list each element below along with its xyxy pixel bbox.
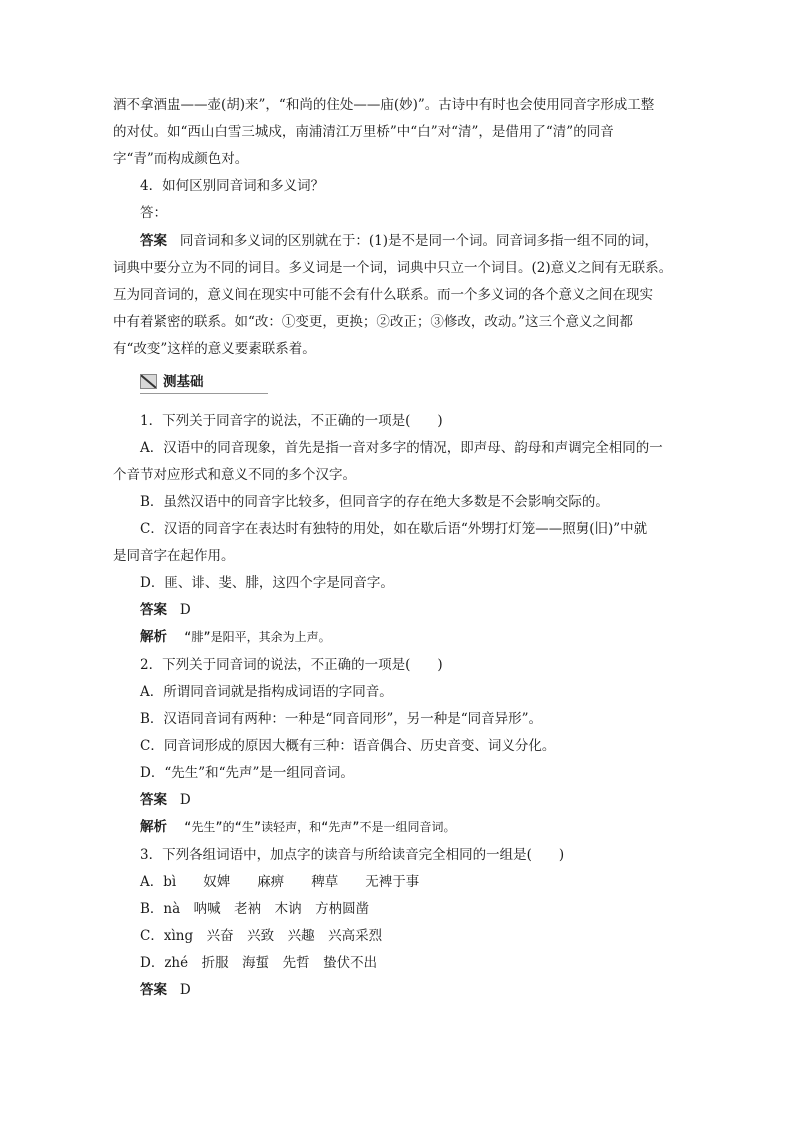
analysis-line [140, 628, 683, 646]
body-text: 字“青”而构成颜色对。 [113, 151, 249, 167]
answer-value: D [179, 792, 191, 808]
section-header [140, 373, 268, 394]
option-c: C．xìng 兴奋 兴致 兴趣 兴高采烈 [140, 928, 383, 944]
analysis-text: “腓”是阳平，其余为上声。 [184, 630, 331, 644]
answer-label: 答案 [140, 792, 167, 808]
answer-label: 答案 [140, 602, 167, 618]
analysis-label: 解析 [140, 629, 167, 645]
analysis-label: 解析 [140, 819, 167, 835]
answer-text: 互为同音词的，意义间在现实中可能不会有什么联系。而一个多义词的各个意义之间在现实 [113, 287, 653, 303]
option-b: B．nà 呐喊 老衲 木讷 方枘圆凿 [140, 901, 370, 917]
option-c: C．汉语的同音字在表达时有独特的用处，如在歇后语“外甥打灯笼——照舅(旧)”中就 [140, 521, 648, 537]
option-a: A．bì 奴婢 麻痹 稗草 无裨于事 [140, 874, 420, 890]
option-a: A．汉语中的同音现象，首先是指一音对多字的情况，即声母、韵母和声调完全相同的一 [140, 440, 663, 456]
answer-text: 有“改变”这样的意义要素联系着。 [113, 341, 316, 357]
analysis-text: “先生”的“生”读轻声，和“先声”不是一组同音词。 [184, 820, 456, 834]
answer-line [140, 232, 683, 250]
question-2: 2．下列关于同音词的说法，不正确的一项是( ) [140, 657, 443, 673]
option-d: D．匪、诽、斐、腓，这四个字是同音字。 [140, 575, 394, 591]
option-d: D．zhé 折服 海蜇 先哲 蛰伏不出 [140, 955, 378, 971]
option-b: B．汉语同音词有两种：一种是“同音同形”，另一种是“同音异形”。 [140, 711, 543, 727]
answer-label: 答案 [140, 233, 167, 249]
answer-prompt: 答： [140, 205, 167, 221]
answer-label: 答案 [140, 982, 167, 998]
option-d: D．“先生”和“先声”是一组同音词。 [140, 765, 354, 781]
analysis-line [140, 818, 683, 836]
body-text: 酒不拿酒盅——壶(胡)来”，“和尚的住处——庙(妙)”。古诗中有时也会使用同音字形成工整 [113, 97, 655, 113]
answer-text: 同音词和多义词的区别就在于：(1)是不是同一个词。同音词多指一组不同的词， [179, 233, 658, 249]
option-a: A．所谓同音词就是指构成词语的字同音。 [140, 684, 393, 700]
pencil-mark-icon [140, 374, 157, 389]
option-a-cont: 个音节对应形式和意义不同的多个汉字。 [113, 467, 356, 483]
body-text: 的对仗。如“西山白雪三城戍，南浦清江万里桥”中“白”对“清”，是借用了“清”的同音 [113, 124, 614, 140]
answer-value: D [179, 982, 191, 998]
answer-line [140, 791, 683, 809]
answer-text: 词典中要分立为不同的词目。多义词是一个词，词典中只立一个词目。(2)意义之间有无联系。 [113, 260, 673, 276]
question-1: 1．下列关于同音字的说法，不正确的一项是( ) [140, 413, 443, 429]
question-3: 3．下列各组词语中，加点字的读音与所给读音完全相同的一组是( ) [140, 847, 565, 863]
option-c-cont: 是同音字在起作用。 [113, 548, 235, 564]
option-b: B．虽然汉语中的同音字比较多，但同音字的存在绝大多数是不会影响交际的。 [140, 494, 609, 510]
answer-line [140, 601, 683, 619]
answer-text: 中有着紧密的联系。如“改：①变更，更换；②改正；③修改，改动。”这三个意义之间都 [113, 314, 634, 330]
section-title: 测基础 [163, 374, 204, 390]
answer-value: D [179, 602, 191, 618]
answer-line [140, 981, 683, 999]
question-4: 4．如何区别同音词和多义词？ [140, 178, 325, 194]
option-c: C．同音词形成的原因大概有三种：语音偶合、历史音变、词义分化。 [140, 738, 556, 754]
